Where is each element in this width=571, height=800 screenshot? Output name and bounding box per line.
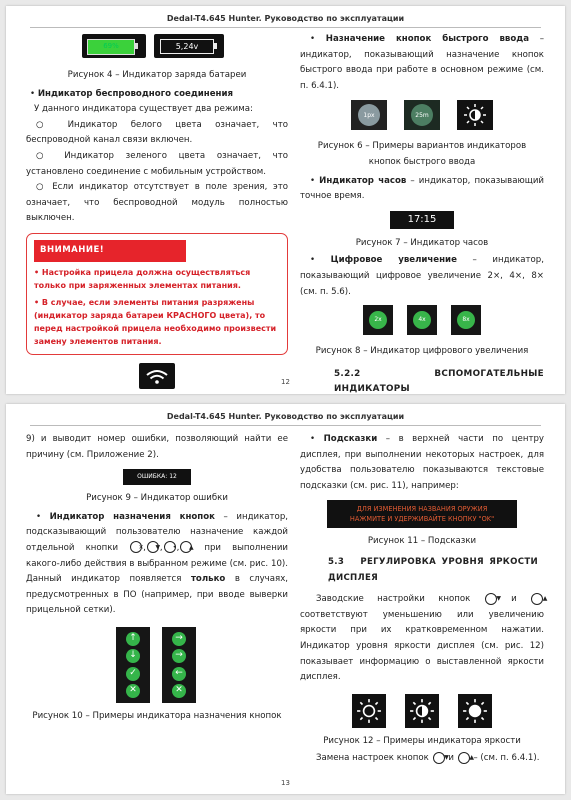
- up-key-icon: ▲: [531, 593, 543, 605]
- quick-indicator-1: [351, 100, 387, 130]
- section-53-title: [300, 555, 544, 586]
- fig8-caption: Рисунок 8 – Индикатор цифрового увеличения: [315, 346, 529, 357]
- header-divider: [30, 27, 541, 28]
- brightness-text-and: и: [511, 594, 517, 605]
- check-icon: ✓: [126, 667, 140, 681]
- zoom-indicator-4x: [407, 305, 437, 335]
- section-53-number: 5.3: [328, 556, 345, 567]
- wireless-green: ○ Индикатор зеленого цвета означает, что установлено соединение с мобильным устройством.: [26, 150, 288, 177]
- zoom-figure: [357, 305, 487, 337]
- zoom-label-8x: 8x: [457, 311, 475, 329]
- zoom-indicator-8x: [451, 305, 481, 335]
- wireless-title: Индикатор беспроводного соединения: [37, 88, 234, 99]
- page-13: [6, 404, 565, 794]
- page-number: 12: [281, 378, 290, 386]
- hint-line-1: ДЛЯ ИЗМЕНЕНИЯ НАЗВАНИЯ ОРУЖИЯ: [356, 505, 488, 514]
- battery-tip: [214, 43, 217, 49]
- wireless-intro: У данного индикатора существует два режима:: [34, 104, 253, 115]
- down-key-icon: ▼: [147, 541, 159, 553]
- page-header: Dedal-T4.645 Hunter. Руководство по эксплуатации: [166, 412, 405, 421]
- hints-text: – в верхней части по центру дисплея, при выполнении некоторых настроек, для удобства пользователю показываются текстовые подсказки (см. рис. 11), например:: [300, 434, 544, 491]
- button-indicators-figure: [116, 627, 198, 703]
- battery-tip: [135, 43, 138, 49]
- buttons-paragraph: • Индикатор назначения кнопок – индикатор, подсказывающий пользователю назначение каждой отдельной кнопки ✕, ▼, •, ▲ при выполнении какого-либо действия в выбранном режиме (см. рис. 10). Данный индикатор появляется только в случаях, предусмотренных в ПО (например, при вводе выверки прицельной сетки).: [26, 511, 289, 616]
- buttons-text-3: в случаях, предусмотренных в ПО (например, при вводе выверки прицельной сетки).: [26, 574, 289, 616]
- ok-key-icon: •: [164, 541, 176, 553]
- hints-title: Подсказки: [323, 434, 378, 444]
- fig10-caption: Рисунок 10 – Примеры индикатора назначения кнопок: [32, 710, 282, 721]
- error-continued: 9) и выводит номер ошибки, позволяющий найти ее причину (см. Приложение 2).: [26, 434, 288, 460]
- brightness-level-2: [405, 694, 439, 728]
- hint-line-2: НАЖМИТЕ И УДЕРЖИВАЙТЕ КНОПКУ "OK": [349, 515, 495, 524]
- zoom-indicator-2x: [363, 305, 393, 335]
- fig7-caption: Рисунок 7 – Индикатор часов: [355, 237, 489, 248]
- right-column: [300, 432, 548, 767]
- keys-change-text-1: Замена настроек кнопок: [316, 753, 429, 764]
- brightness-level-3: [458, 694, 492, 728]
- brightness-level-1: [352, 694, 386, 728]
- buttons-bold: только: [190, 574, 226, 585]
- down-key-icon: ▼: [485, 593, 497, 605]
- brightness-quick-indicator: [457, 100, 493, 130]
- wireless-green-text: Индикатор зеленого цвета означает, что установлено соединение с мобильным устройством.: [26, 150, 288, 177]
- wireless-none-text: Если индикатор отсутствует в поле зрения, это означает, что беспроводной модуль полностью выключен.: [26, 182, 289, 224]
- quick-text: – индикатор, показывающий назначение кнопок быстрого ввода при работе в основном режиме (см. п. 6.4.1).: [300, 34, 544, 91]
- zoom-title: Цифровое увеличение: [330, 255, 457, 266]
- clock-paragraph: • Индикатор часов – индикатор, показывающий точное время.: [300, 175, 544, 202]
- keys-change-text-2: – (см. п. 6.4.1).: [473, 753, 540, 764]
- brightness-text-2: соответствуют уменьшению или увеличению яркости при их кратковременном нажатии. Индикатор уровня яркости дисплея (см. рис. 12) показывает информацию о выставленной яркости дисплея.: [300, 609, 544, 683]
- arrow-up-icon: ↑: [126, 632, 140, 646]
- arrow-right-icon: →: [172, 649, 186, 663]
- zoom-text: – индикатор, показывающий цифровое увеличение 2×, 4×, 8× (см. п. 5.6).: [300, 255, 544, 297]
- warning-item-1: • Настройка прицела должна осуществляться только при заряженных элементах питания.: [34, 267, 251, 290]
- close-icon: ✕: [172, 684, 186, 698]
- brightness-figure: [352, 694, 492, 728]
- sun-icon: [463, 103, 487, 127]
- left-column: [26, 432, 288, 725]
- section-53-text: РЕГУЛИРОВКА УРОВНЯ ЯРКОСТИ ДИСПЛЕЯ: [328, 556, 538, 583]
- fig9-caption: Рисунок 9 – Индикатор ошибки: [86, 493, 228, 504]
- hints-paragraph: • Подсказки – в верхней части по центру дисплея, при выполнении некоторых настроек, для удобства пользователю показываются текстовые подсказки (см. рис. 11), например:: [300, 434, 544, 491]
- fig11-caption: Рисунок 11 – Подсказки: [367, 536, 477, 547]
- page-12: [6, 6, 565, 394]
- fig12-caption: Рисунок 12 – Примеры индикатора яркости: [323, 735, 521, 746]
- brightness-paragraph: [300, 592, 548, 686]
- zoom-label-2x: 2x: [369, 311, 387, 329]
- keys-change-paragraph: [300, 751, 544, 767]
- up-key-icon: ▲: [180, 541, 192, 553]
- warning-box: [26, 233, 288, 355]
- button-indicator-set-2: [162, 627, 196, 703]
- arrow-left-icon: ←: [172, 667, 186, 681]
- clock-value: 17:15: [390, 211, 454, 229]
- wireless-none: ○ Если индикатор отсутствует в поле зрения, это означает, что беспроводной модуль полностью выключен.: [26, 182, 289, 224]
- keys-change-and: и: [448, 753, 454, 764]
- section-522-title: 5.2.2 ВСПОМОГАТЕЛЬНЫЕ ИНДИКАТОРЫ: [334, 368, 544, 394]
- warning-item-2: • В случае, если элементы питания разряжены (индикатор заряда батареи КРАСНОГО цвета), то перед настройкой прицела необходимо произвести замену элементов питания.: [34, 297, 277, 346]
- battery-voltage-indicator: [154, 34, 224, 58]
- warning-text-2: В случае, если элементы питания разряжены (индикатор заряда батареи КРАСНОГО цвета), то перед настройкой прицела необходимо произвести замену элементов питания.: [34, 297, 277, 346]
- left-column: [26, 32, 288, 394]
- fig6-caption: Рисунок 6 – Примеры вариантов индикаторов кнопок быстрого ввода: [317, 141, 527, 167]
- right-column: [300, 32, 544, 394]
- sun-full-icon: [462, 698, 488, 724]
- clock-text: – индикатор, показывающий точное время.: [300, 175, 544, 202]
- zoom-paragraph: • Цифровое увеличение – индикатор, показывающий цифровое увеличение 2×, 4×, 8× (см. п. 5.6).: [300, 255, 544, 297]
- close-icon: ✕: [126, 684, 140, 698]
- sun-half-icon: [409, 698, 435, 724]
- hint-box: [327, 500, 517, 528]
- quick-indicator-2: [404, 100, 440, 130]
- quick-buttons-figure: [347, 100, 497, 132]
- sun-icon: [356, 698, 382, 724]
- warning-text-1: Настройка прицела должна осуществляться только при заряженных элементах питания.: [34, 267, 251, 290]
- battery-voltage-label: 5,24v: [160, 39, 214, 54]
- close-key-icon: ✕: [130, 541, 142, 553]
- buttons-text-1: – индикатор, подсказывающий пользователю назначение каждой отдельной кнопки: [26, 511, 289, 553]
- button-indicator-set-1: [116, 627, 150, 703]
- zoom-label-4x: 4x: [413, 311, 431, 329]
- battery-low-label: 69%: [87, 39, 135, 55]
- wireless-heading: • Индикатор беспроводного соединения: [30, 88, 234, 99]
- quick-label-2: 25m: [411, 104, 433, 126]
- warning-title: ВНИМАНИЕ!: [34, 240, 186, 262]
- wireless-white-text: Индикатор белого цвета означает, что беспроводной канал связи включен.: [26, 119, 288, 146]
- quick-label-1: 1px: [358, 104, 380, 126]
- up-key-icon: ▲: [458, 752, 470, 764]
- buttons-text-2: при выполнении какого-либо действия в выбранном режиме (см. рис. 10). Данный индикатор появляется: [26, 542, 288, 585]
- page-number: 13: [281, 779, 290, 787]
- arrow-down-icon: ↓: [126, 649, 140, 663]
- battery-low-indicator: [82, 34, 146, 58]
- buttons-title: Индикатор назначения кнопок: [49, 511, 215, 522]
- down-key-icon: ▼: [433, 752, 445, 764]
- clock-title: Индикатор часов: [319, 175, 407, 186]
- page-header: Dedal-T4.645 Hunter. Руководство по эксплуатации: [166, 14, 405, 23]
- quick-paragraph: • Назначение кнопок быстрого ввода – индикатор, показывающий назначение кнопок быстрого ввода при работе в основном режиме (см. п. 6.4.1).: [300, 34, 544, 91]
- quick-title: Назначение кнопок быстрого ввода: [325, 34, 530, 44]
- battery-figure: [82, 34, 232, 60]
- arrow-right-icon: →: [172, 632, 186, 646]
- header-divider: [30, 425, 541, 426]
- fig4-caption: Рисунок 4 – Индикатор заряда батареи: [67, 70, 247, 80]
- brightness-text-1: Заводские настройки кнопок: [316, 594, 471, 605]
- error-box: ОШИБКА: 12: [123, 469, 191, 485]
- wireless-white: ○ Индикатор белого цвета означает, что беспроводной канал связи включен.: [26, 119, 288, 146]
